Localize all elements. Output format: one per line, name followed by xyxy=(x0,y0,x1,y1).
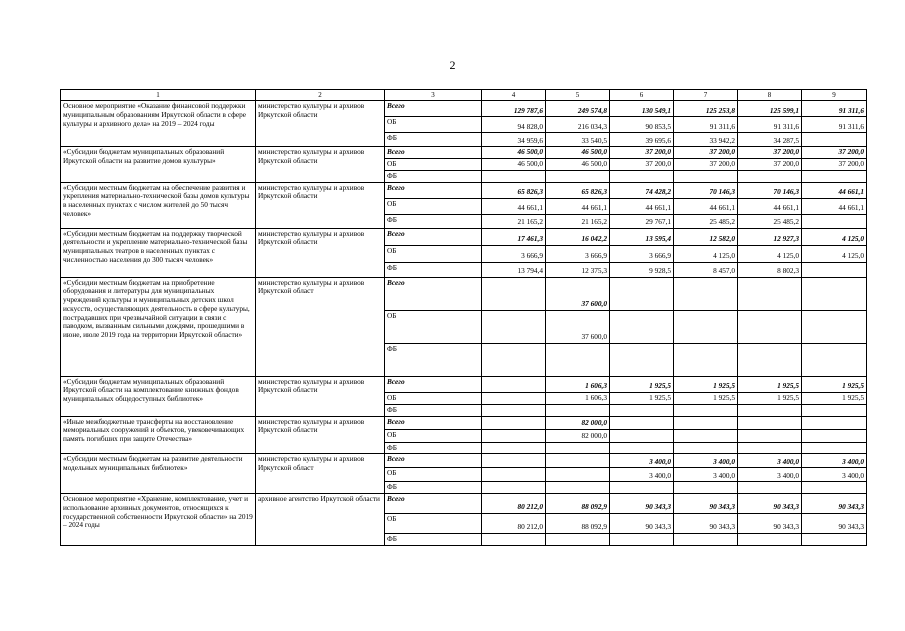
amount-cell: 3 400,0 xyxy=(802,454,867,468)
amount-cell: 21 165,2 xyxy=(546,214,610,228)
table-row xyxy=(61,101,867,117)
amount-cell: 46 500,0 xyxy=(546,147,610,159)
amount-cell: 70 146,3 xyxy=(674,182,738,198)
amount-cell xyxy=(482,468,546,482)
funding-source-cell: ОБ xyxy=(385,159,482,171)
amount-cell: 37 200,0 xyxy=(674,147,738,159)
amount-cell xyxy=(610,277,674,310)
amount-cell: 37 600,0 xyxy=(546,310,610,343)
executor-cell: министерство культуры и архивов Иркутской области xyxy=(256,182,385,228)
amount-cell: 37 200,0 xyxy=(738,159,802,171)
amount-cell: 3 666,9 xyxy=(482,245,546,262)
funding-source-cell: ОБ xyxy=(385,392,482,404)
amount-cell xyxy=(546,343,610,376)
funding-source-cell: Всего xyxy=(385,376,482,392)
amount-cell xyxy=(610,482,674,494)
column-header: 4 xyxy=(482,90,546,101)
amount-cell xyxy=(802,343,867,376)
amount-cell: 129 787,6 xyxy=(482,101,546,117)
amount-cell: 46 500,0 xyxy=(482,159,546,171)
amount-cell: 1 925,5 xyxy=(738,392,802,404)
funding-source-cell: ФБ xyxy=(385,534,482,546)
amount-cell: 33 942,2 xyxy=(674,133,738,147)
amount-cell: 8 457,0 xyxy=(674,262,738,277)
column-header: 3 xyxy=(385,90,482,101)
executor-cell: министерство культуры и архивов Иркутской област xyxy=(256,277,385,376)
budget-table xyxy=(60,89,867,546)
amount-cell xyxy=(482,392,546,404)
table-row xyxy=(61,228,867,245)
executor-cell: министерство культуры и архивов Иркутской области xyxy=(256,416,385,454)
table-row xyxy=(61,277,867,310)
amount-cell xyxy=(482,310,546,343)
funding-source-cell: ОБ xyxy=(385,468,482,482)
amount-cell xyxy=(610,170,674,182)
amount-cell: 1 925,5 xyxy=(802,376,867,392)
amount-cell: 17 461,3 xyxy=(482,228,546,245)
amount-cell: 82 000,0 xyxy=(546,429,610,442)
amount-cell: 90 343,3 xyxy=(802,494,867,514)
measure-name-cell: Основное мероприятие «Оказание финансовой поддержки муниципальным образованиям Иркутской области в сфере культуры и архивного дела» на 2019 – 2024 годы xyxy=(61,101,256,147)
amount-cell xyxy=(802,404,867,416)
amount-cell xyxy=(802,170,867,182)
amount-cell: 249 574,8 xyxy=(546,101,610,117)
amount-cell: 3 400,0 xyxy=(802,468,867,482)
amount-cell: 4 125,0 xyxy=(738,245,802,262)
funding-source-cell: ОБ xyxy=(385,245,482,262)
funding-source-cell: Всего xyxy=(385,494,482,514)
amount-cell: 91 311,6 xyxy=(802,101,867,117)
column-header: 1 xyxy=(61,90,256,101)
amount-cell xyxy=(482,170,546,182)
amount-cell xyxy=(482,442,546,454)
measure-name-cell: «Субсидии местным бюджетам на развитие деятельности модельных муниципальных библиотек» xyxy=(61,454,256,494)
amount-cell xyxy=(674,277,738,310)
amount-cell: 90 343,3 xyxy=(610,514,674,534)
amount-cell: 44 661,1 xyxy=(546,198,610,214)
amount-cell xyxy=(738,404,802,416)
amount-cell: 3 400,0 xyxy=(610,454,674,468)
amount-cell: 70 146,3 xyxy=(738,182,802,198)
amount-cell xyxy=(482,482,546,494)
amount-cell xyxy=(802,534,867,546)
amount-cell: 3 666,9 xyxy=(546,245,610,262)
column-header: 2 xyxy=(256,90,385,101)
funding-source-cell: Всего xyxy=(385,101,482,117)
amount-cell xyxy=(738,482,802,494)
funding-source-cell: ОБ xyxy=(385,117,482,133)
amount-cell xyxy=(674,343,738,376)
amount-cell: 74 428,2 xyxy=(610,182,674,198)
amount-cell xyxy=(546,170,610,182)
amount-cell xyxy=(802,262,867,277)
amount-cell: 34 287,5 xyxy=(738,133,802,147)
amount-cell xyxy=(674,429,738,442)
amount-cell: 44 661,1 xyxy=(802,182,867,198)
executor-cell: министерство культуры и архивов Иркутской области xyxy=(256,376,385,416)
amount-cell: 3 400,0 xyxy=(738,454,802,468)
measure-name-cell: «Субсидии бюджетам муниципальных образований Иркутской области на комплектование книжных фондов муниципальных общедоступных библиотек» xyxy=(61,376,256,416)
amount-cell: 90 853,5 xyxy=(610,117,674,133)
amount-cell xyxy=(738,416,802,429)
amount-cell: 3 400,0 xyxy=(738,468,802,482)
amount-cell xyxy=(610,429,674,442)
amount-cell xyxy=(610,442,674,454)
funding-source-cell: Всего xyxy=(385,182,482,198)
funding-source-cell: ФБ xyxy=(385,482,482,494)
amount-cell: 29 767,1 xyxy=(610,214,674,228)
table-row xyxy=(61,416,867,429)
amount-cell xyxy=(546,454,610,468)
amount-cell: 37 200,0 xyxy=(802,147,867,159)
amount-cell: 46 500,0 xyxy=(546,159,610,171)
amount-cell: 65 826,3 xyxy=(482,182,546,198)
amount-cell: 3 666,9 xyxy=(610,245,674,262)
amount-cell: 44 661,1 xyxy=(674,198,738,214)
amount-cell: 80 212,0 xyxy=(482,514,546,534)
amount-cell: 90 343,3 xyxy=(738,494,802,514)
amount-cell xyxy=(610,416,674,429)
amount-cell: 130 549,1 xyxy=(610,101,674,117)
amount-cell xyxy=(738,310,802,343)
funding-source-cell: ФБ xyxy=(385,214,482,228)
funding-source-cell: ОБ xyxy=(385,310,482,343)
table-body xyxy=(61,90,867,546)
amount-cell: 1 925,5 xyxy=(610,392,674,404)
amount-cell xyxy=(802,442,867,454)
amount-cell xyxy=(674,442,738,454)
amount-cell xyxy=(482,454,546,468)
executor-cell: министерство культуры и архивов Иркутской области xyxy=(256,147,385,182)
amount-cell: 44 661,1 xyxy=(802,198,867,214)
amount-cell: 37 200,0 xyxy=(610,147,674,159)
amount-cell xyxy=(674,416,738,429)
amount-cell: 25 485,2 xyxy=(738,214,802,228)
executor-cell: архивное агентство Иркутской области xyxy=(256,494,385,546)
amount-cell xyxy=(674,404,738,416)
funding-source-cell: Всего xyxy=(385,454,482,468)
amount-cell: 91 311,6 xyxy=(674,117,738,133)
amount-cell xyxy=(610,310,674,343)
measure-name-cell: «Иные межбюджетные трансферты на восстановление мемориальных сооружений и объектов, увековечивающих память погибших при защите Отечества» xyxy=(61,416,256,454)
amount-cell: 46 500,0 xyxy=(482,147,546,159)
amount-cell xyxy=(802,310,867,343)
amount-cell xyxy=(738,534,802,546)
funding-source-cell: ФБ xyxy=(385,404,482,416)
amount-cell: 37 200,0 xyxy=(738,147,802,159)
amount-cell xyxy=(802,277,867,310)
amount-cell: 1 606,3 xyxy=(546,392,610,404)
amount-cell: 90 343,3 xyxy=(674,494,738,514)
amount-cell: 25 485,2 xyxy=(674,214,738,228)
amount-cell: 3 400,0 xyxy=(610,468,674,482)
funding-source-cell: ОБ xyxy=(385,514,482,534)
table-row xyxy=(61,494,867,514)
funding-source-cell: ОБ xyxy=(385,198,482,214)
amount-cell: 88 092,9 xyxy=(546,494,610,514)
amount-cell: 34 959,6 xyxy=(482,133,546,147)
amount-cell: 1 925,5 xyxy=(674,376,738,392)
amount-cell: 80 212,0 xyxy=(482,494,546,514)
amount-cell xyxy=(546,404,610,416)
amount-cell: 1 925,5 xyxy=(674,392,738,404)
amount-cell xyxy=(802,482,867,494)
measure-name-cell: «Субсидии местным бюджетам на обеспечение развития и укрепления материально-технической базы домов культуры в населенных пунктах с числом жителей до 50 тысяч человек» xyxy=(61,182,256,228)
amount-cell xyxy=(546,442,610,454)
amount-cell: 44 661,1 xyxy=(482,198,546,214)
amount-cell: 37 200,0 xyxy=(674,159,738,171)
funding-source-cell: ФБ xyxy=(385,442,482,454)
table-row xyxy=(61,182,867,198)
amount-cell: 94 828,0 xyxy=(482,117,546,133)
amount-cell xyxy=(738,170,802,182)
amount-cell: 91 311,6 xyxy=(738,117,802,133)
column-header: 8 xyxy=(738,90,802,101)
table-row xyxy=(61,454,867,468)
amount-cell: 12 375,3 xyxy=(546,262,610,277)
funding-source-cell: ФБ xyxy=(385,133,482,147)
amount-cell xyxy=(610,534,674,546)
amount-cell xyxy=(674,482,738,494)
table-row xyxy=(61,376,867,392)
amount-cell xyxy=(482,416,546,429)
page-number: 2 xyxy=(449,58,456,72)
amount-cell: 44 661,1 xyxy=(738,198,802,214)
amount-cell: 4 125,0 xyxy=(674,245,738,262)
column-header: 9 xyxy=(802,90,867,101)
amount-cell xyxy=(482,534,546,546)
amount-cell: 90 343,3 xyxy=(674,514,738,534)
amount-cell: 3 400,0 xyxy=(674,454,738,468)
amount-cell xyxy=(802,133,867,147)
amount-cell xyxy=(802,416,867,429)
column-header: 5 xyxy=(546,90,610,101)
amount-cell: 90 343,3 xyxy=(610,494,674,514)
funding-source-cell: Всего xyxy=(385,277,482,310)
amount-cell: 3 400,0 xyxy=(674,468,738,482)
amount-cell xyxy=(610,343,674,376)
funding-source-cell: ФБ xyxy=(385,170,482,182)
amount-cell: 1 606,3 xyxy=(546,376,610,392)
amount-cell: 82 000,0 xyxy=(546,416,610,429)
amount-cell xyxy=(802,429,867,442)
measure-name-cell: «Субсидии местным бюджетам на приобретение оборудования и литературы для муниципальных учреждений культуры и муниципальных детских школ искусств, осуществляющих деятельность в сфере культуры, пострадавших при чрезвычайной ситуации в связи с паводком, вызванным сильными дождями, прошедшими в июне, июле 2019 года на территории Иркутской области» xyxy=(61,277,256,376)
funding-source-cell: Всего xyxy=(385,416,482,429)
amount-cell: 1 925,5 xyxy=(738,376,802,392)
amount-cell xyxy=(674,310,738,343)
amount-cell: 65 826,3 xyxy=(546,182,610,198)
amount-cell xyxy=(674,534,738,546)
amount-cell xyxy=(482,343,546,376)
column-header: 6 xyxy=(610,90,674,101)
funding-source-cell: Всего xyxy=(385,147,482,159)
amount-cell: 33 540,5 xyxy=(546,133,610,147)
table-row xyxy=(61,147,867,159)
funding-source-cell: ФБ xyxy=(385,262,482,277)
amount-cell: 125 253,8 xyxy=(674,101,738,117)
amount-cell: 44 661,1 xyxy=(610,198,674,214)
amount-cell: 8 802,3 xyxy=(738,262,802,277)
amount-cell: 37 600,0 xyxy=(546,277,610,310)
funding-source-cell: ОБ xyxy=(385,429,482,442)
executor-cell: министерство культуры и архивов Иркутской области xyxy=(256,101,385,147)
amount-cell: 13 595,4 xyxy=(610,228,674,245)
amount-cell xyxy=(546,534,610,546)
amount-cell: 12 927,3 xyxy=(738,228,802,245)
amount-cell: 16 042,2 xyxy=(546,228,610,245)
amount-cell xyxy=(546,482,610,494)
amount-cell xyxy=(546,468,610,482)
amount-cell xyxy=(738,343,802,376)
measure-name-cell: Основное мероприятие «Хранение, комплектование, учет и использование архивных документов, относящихся к государственной собственности Иркутской области» на 2019 – 2024 годы xyxy=(61,494,256,546)
amount-cell: 91 311,6 xyxy=(802,117,867,133)
amount-cell: 125 599,1 xyxy=(738,101,802,117)
amount-cell xyxy=(482,376,546,392)
amount-cell: 4 125,0 xyxy=(802,228,867,245)
amount-cell: 1 925,5 xyxy=(610,376,674,392)
amount-cell: 90 343,3 xyxy=(802,514,867,534)
amount-cell: 1 925,5 xyxy=(802,392,867,404)
amount-cell xyxy=(482,404,546,416)
amount-cell: 21 165,2 xyxy=(482,214,546,228)
amount-cell: 12 582,0 xyxy=(674,228,738,245)
amount-cell: 4 125,0 xyxy=(802,245,867,262)
amount-cell xyxy=(482,277,546,310)
amount-cell: 37 200,0 xyxy=(802,159,867,171)
amount-cell: 9 928,5 xyxy=(610,262,674,277)
funding-source-cell: Всего xyxy=(385,228,482,245)
column-header: 7 xyxy=(674,90,738,101)
amount-cell xyxy=(738,429,802,442)
amount-cell: 39 695,6 xyxy=(610,133,674,147)
executor-cell: министерство культуры и архивов Иркутской област xyxy=(256,454,385,494)
column-number-row xyxy=(61,90,867,101)
amount-cell xyxy=(610,404,674,416)
amount-cell xyxy=(738,277,802,310)
amount-cell: 216 034,3 xyxy=(546,117,610,133)
amount-cell: 13 794,4 xyxy=(482,262,546,277)
amount-cell xyxy=(738,442,802,454)
funding-source-cell: ФБ xyxy=(385,343,482,376)
amount-cell xyxy=(482,429,546,442)
amount-cell xyxy=(674,170,738,182)
amount-cell xyxy=(802,214,867,228)
measure-name-cell: «Субсидии местным бюджетам на поддержку творческой деятельности и укрепление материально-технической базы муниципальных театров в населенных пунктах с численностью населения до 300 тысяч человек» xyxy=(61,228,256,277)
amount-cell: 90 343,3 xyxy=(738,514,802,534)
amount-cell: 37 200,0 xyxy=(610,159,674,171)
executor-cell: министерство культуры и архивов Иркутской области xyxy=(256,228,385,277)
measure-name-cell: «Субсидии бюджетам муниципальных образований Иркутской области на развитие домов культуры» xyxy=(61,147,256,182)
amount-cell: 88 092,9 xyxy=(546,514,610,534)
